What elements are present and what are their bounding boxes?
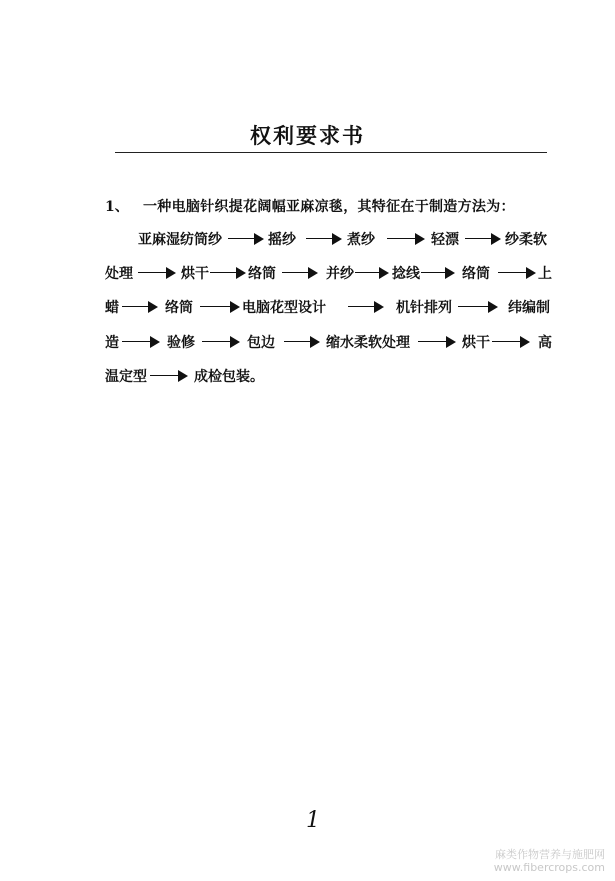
- page-number: 1: [306, 808, 320, 833]
- process-step: 烘干: [462, 335, 490, 351]
- process-step: 络筒: [248, 266, 276, 282]
- arrow-icon: [421, 267, 455, 279]
- arrow-icon: [210, 267, 246, 279]
- process-step: 络筒: [165, 300, 193, 316]
- arrow-icon: [228, 233, 264, 245]
- process-step: 煮纱: [347, 232, 375, 248]
- claim-number: 1、: [105, 199, 129, 215]
- arrow-icon: [138, 267, 176, 279]
- process-step: 纬编制: [508, 300, 550, 316]
- arrow-icon: [465, 233, 501, 245]
- arrow-icon: [492, 336, 530, 348]
- arrow-icon: [306, 233, 342, 245]
- process-step: 并纱: [326, 266, 354, 282]
- arrow-icon: [355, 267, 389, 279]
- process-step: 处理: [105, 266, 133, 282]
- process-step: 捻线: [392, 266, 420, 282]
- process-step: 温定型: [105, 369, 147, 385]
- arrow-icon: [418, 336, 456, 348]
- process-step: 烘干: [181, 266, 209, 282]
- process-step: 高: [538, 335, 552, 351]
- process-step: 包边: [247, 335, 275, 351]
- process-step: 轻漂: [431, 232, 459, 248]
- process-step: 验修: [167, 335, 195, 351]
- watermark-line: 麻类作物营养与施肥网: [495, 848, 605, 861]
- process-step: 上: [538, 266, 552, 282]
- document-title: 权利要求书: [250, 123, 365, 148]
- claim-heading: 一种电脑针织提花阔幅亚麻凉毯，其特征在于制造方法为：: [143, 199, 515, 215]
- process-step: 蜡: [105, 300, 119, 316]
- arrow-icon: [498, 267, 536, 279]
- arrow-icon: [387, 233, 425, 245]
- process-step: 成检包装。: [194, 369, 264, 385]
- watermark-line: www.fibercrops.com: [493, 861, 605, 874]
- process-step: 造: [105, 335, 119, 351]
- process-step: 纱柔软: [505, 232, 547, 248]
- arrow-icon: [150, 370, 188, 382]
- process-step: 络筒: [462, 266, 490, 282]
- arrow-icon: [200, 301, 240, 313]
- process-step: 缩水柔软处理: [326, 335, 410, 351]
- title-underline: [115, 152, 547, 153]
- arrow-icon: [122, 336, 160, 348]
- arrow-icon: [282, 267, 318, 279]
- process-step: 电脑花型设计: [242, 300, 326, 316]
- process-step: 摇纱: [268, 232, 296, 248]
- arrow-icon: [202, 336, 240, 348]
- arrow-icon: [284, 336, 320, 348]
- arrow-icon: [122, 301, 158, 313]
- arrow-icon: [458, 301, 498, 313]
- watermark: [494, 848, 605, 874]
- process-step: 亚麻湿纺筒纱: [138, 232, 222, 248]
- process-step: 机针排列: [396, 300, 452, 316]
- arrow-icon: [348, 301, 384, 313]
